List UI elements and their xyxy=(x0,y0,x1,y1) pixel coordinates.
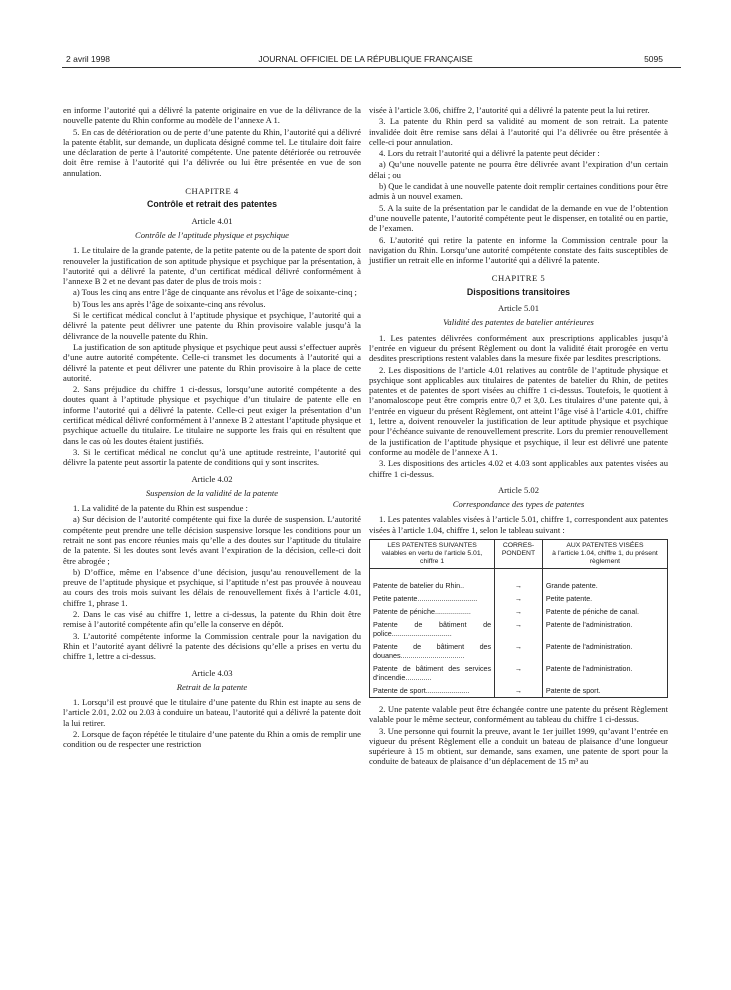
paragraph: 5. En cas de détérioration ou de perte d’une patente du Rhin, l’autorité qui a délivré la patente établit, sur demande, un duplicata désigné comme tel. Le titulaire doit faire une déclaration de perte à l’autorité compétente. Une patente détériorée ou retrouvée doit être remise à l’autorité qui l’a délivrée ou lui être présentée en vue de son annulation. xyxy=(63,126,361,178)
header-text: LES PATENTES SUIVANTES xyxy=(387,541,477,549)
cell-source-patent: Patente de sport...................... xyxy=(370,684,495,698)
chapter-title: Dispositions transitoires xyxy=(466,286,571,297)
paragraph: 3. Une personne qui fournit la preuve, avant le 1er juillet 1999, qu’avant l’entrée en vigueur du présent Règlement elle a conduit un bateau de plaisance d’une longueur supérieure à 15 m obtient, sur demande, sans examen, une patente de sport pour la conduite de bateaux de plaisance d’un déplacement de 15 m³ au xyxy=(369,725,668,767)
paragraph: b) Que le candidat à une nouvelle patente doit remplir certaines conditions pour être admis à un nouvel examen. xyxy=(369,181,668,202)
paragraph: b) Tous les ans après l’âge de soixante-cinq ans révolus. xyxy=(73,298,266,309)
article-title: Retrait de la patente xyxy=(176,681,248,692)
header-page-number: 5095 xyxy=(644,54,663,64)
right-column xyxy=(369,105,668,768)
cell-target-patent: Patente de péniche de canal. xyxy=(542,605,667,618)
cell-target-patent: Patente de l’administration. xyxy=(542,640,667,662)
column-header-correspond: CORRES-PONDENT xyxy=(495,539,543,568)
paragraph: 1. La validité de la patente du Rhin est suspendue : xyxy=(73,503,248,514)
cell-arrow: → xyxy=(495,568,543,592)
table-row xyxy=(370,640,668,662)
article-title: Validité des patentes de batelier antérieures xyxy=(443,317,594,328)
article-title: Correspondance des types de patentes xyxy=(452,499,585,510)
header-date: 2 avril 1998 xyxy=(66,54,110,64)
table-row xyxy=(370,662,668,684)
cell-source-patent: Patente de batelier du Rhin.. xyxy=(370,568,495,592)
paragraph: Si le certificat médical conclut à l’aptitude physique et psychique, l’autorité qui a délivré la patente peut délivrer une patente du Rhin provisoire valable jusqu’à la délivrance de la nouvelle patente du Rhin. xyxy=(63,310,361,341)
cell-arrow: → xyxy=(495,662,543,684)
paragraph: 2. Une patente valable peut être échangée contre une patente du présent Règlement valable pour le même secteur, conformément au tableau du chiffre 1 ci-dessus. xyxy=(369,703,668,725)
paragraph: a) Sur décision de l’autorité compétente qui fixe la durée de suspension. L’autorité compétente peut prendre une telle décision suspensive lorsque les conditions pour un retrait ne sont pas encore réunies mais qu’elle a des doutes sur l’aptitude du titulaire de la patente. Si les doutes sont levés avant l’expiration de la décision, celle-ci doit être abrogée ; xyxy=(63,514,361,566)
cell-source-patent: Patente de péniche.................. xyxy=(370,605,495,618)
paragraph: a) Qu’une nouvelle patente ne pourra être délivrée avant l’expiration d’un certain délai ; ou xyxy=(369,159,668,180)
paragraph: a) Tous les cinq ans entre l’âge de cinquante ans révolus et l’âge de soixante-cinq ; xyxy=(73,287,357,298)
paragraph: 1. Les patentes valables visées à l’article 5.01, chiffre 1, correspondent aux patentes visées à l’article 1.04, chiffre 1, selon le tableau suivant : xyxy=(369,514,668,535)
cell-target-patent: Patente de l’administration. xyxy=(542,618,667,640)
paragraph: 1. Les patentes délivrées conformément aux prescriptions applicables jusqu’à l’entrée en vigueur du présent Règlement ou dont la validité était prorogée en vertu desdites prescriptions restent valables dans la mesure fixée par lesdites prescriptions. xyxy=(369,332,668,364)
cell-source-patent: Petite patente.............................. xyxy=(370,592,495,605)
paragraph: 2. Les dispositions de l’article 4.01 relatives au contrôle de l’aptitude physique et psychique sont applicables aux titulaires de patentes de batelier du Rhin, de petites patentes et de patentes de sport visées au chiffre 1 ci-dessus. Toutefois, le quotient à l’anomaloscope peut être compris entre 0,7 et 3,0. Les titulaires d’une patente qui, à l’entrée en vigueur du présent Règlement, ont atteint l’âge visé à l’article 4.01, chiffre 1, lettre a, doivent renouveler la justification de leur aptitude physique et psychique pour l’échéance suivante de renouvellement prescrite. Lors du premier renouvellement de la justification de l’aptitude physique et psychique, il leur est délivré une patente conforme au modèle de l’annexe A 1. xyxy=(369,364,668,457)
column-header-target xyxy=(542,539,667,568)
article-heading: Article 4.02 xyxy=(191,473,233,484)
cell-target-patent: Petite patente. xyxy=(542,592,667,605)
cell-arrow: → xyxy=(495,605,543,618)
paragraph: 1. Lorsqu’il est prouvé que le titulaire d’une patente du Rhin est inapte au sens de l’article 2.01, 2.02 ou 2.03 à conduire un bateau, l’autorité qui a délivré la patente doit la lui retirer. xyxy=(63,697,361,728)
paragraph: 3. La patente du Rhin perd sa validité au moment de son retrait. La patente invalidée doit être remise sans délai à l’autorité qui l’a délivrée ou être présentée à celle-ci pour annulation. xyxy=(369,116,668,147)
paragraph: 2. Dans le cas visé au chiffre 1, lettre a ci-dessus, la patente du Rhin doit être remise à l’autorité compétente afin qu’elle la conserve en dépôt. xyxy=(63,609,361,630)
correspondence-table xyxy=(369,539,668,698)
paragraph: 3. L’autorité compétente informe la Commission centrale pour la navigation du Rhin et l’autorité ayant délivré la patente des décisions qu’elle a prises en vertu du chiffre 1, lettre a ci-dessus. xyxy=(63,630,361,662)
paragraph: 6. L’autorité qui retire la patente en informe la Commission centrale pour la navigation du Rhin. Lorsqu’une autorité compétente constate des faits susceptibles de justifier un retrait elle en informe l’autorité qui a délivré la patente. xyxy=(369,234,668,266)
article-title: Contrôle de l’aptitude physique et psychique xyxy=(135,229,289,240)
table-body xyxy=(370,568,668,697)
table-row xyxy=(370,592,668,605)
left-column xyxy=(63,105,361,751)
cell-target-patent: Patente de sport. xyxy=(542,684,667,698)
cell-target-patent: Patente de l’administration. xyxy=(542,662,667,684)
paragraph: visée à l’article 3.06, chiffre 2, l’autorité qui a délivré la patente peut la lui retirer. xyxy=(369,105,650,115)
cell-arrow: → xyxy=(495,592,543,605)
cell-arrow: → xyxy=(495,640,543,662)
header-journal-title: JOURNAL OFFICIEL DE LA RÉPUBLIQUE FRANÇAISE xyxy=(258,54,473,64)
header-subtext: à l’article 1.04, chiffre 1, du présent règlement xyxy=(552,549,658,565)
table-row xyxy=(370,684,668,698)
paragraph: 2. Sans préjudice du chiffre 1 ci-dessus, lorsqu’une autorité compétente a des doutes quant à l’aptitude physique et psychique d’un titulaire de patente elle en informe l’autorité qui a délivré la patente. Celle-ci peut exiger la présentation d’un certificat médical délivré conformément à l’annexe B 2 attestant l’aptitude physique et psychique actuelle du titulaire. Le titulaire ne supporte les frais qui en résultent que dans le cas où les doutes étaient justifiés. xyxy=(63,384,361,446)
paragraph: 3. Si le certificat médical ne conclut qu’à une aptitude restreinte, l’autorité qui délivre la patente peut assortir la patente de conditions qui y sont inscrites. xyxy=(63,446,361,468)
cell-source-patent: Patente de bâtiment des services d’incendie............. xyxy=(370,662,495,684)
chapter-heading: CHAPITRE 5 xyxy=(491,273,546,284)
header-text: AUX PATENTES VISÉES xyxy=(566,541,644,549)
chapter-heading: CHAPITRE 4 xyxy=(185,186,239,197)
table-row xyxy=(370,618,668,640)
article-heading: Article 5.02 xyxy=(497,484,540,495)
table-row xyxy=(370,605,668,618)
paragraph: La justification de son aptitude physique et psychique peut aussi s’effectuer auprès d’une autre autorité compétente. Celle-ci transmet les documents à l’autorité qui a délivré la patente et peut délivrer une patente du Rhin provisoire à la place de cette autorité. xyxy=(63,341,361,383)
cell-arrow: → xyxy=(495,618,543,640)
paragraph: 3. Les dispositions des articles 4.02 et 4.03 sont applicables aux patentes visées au chiffre 1 ci-dessus. xyxy=(369,458,668,479)
cell-source-patent: Patente de bâtiment des douanes................................ xyxy=(370,640,495,662)
header-subtext: valables en vertu de l’article 5.01, chiffre 1 xyxy=(381,549,483,565)
article-heading: Article 4.03 xyxy=(191,667,233,678)
paragraph: 1. Le titulaire de la grande patente, de la petite patente ou de la patente de sport doit renouveler la justification de son aptitude physique et psychique par la présentation, à l’autorité qui a délivré la patente, d’un certificat médical délivré conformément à l’annexe B 2 et ne devant pas dater de plus de trois mois : xyxy=(63,245,362,287)
paragraph: b) D’office, même en l’absence d’une décision, jusqu’au renouvellement de la preuve de l’aptitude physique et psychique, si l’aptitude n’est pas prouvée à nouveau au cours des trois mois suivant les délais de renouvellement fixés à l’article 4.01, chiffre 1, phrase 1. xyxy=(63,566,361,608)
article-title: Suspension de la validité de la patente xyxy=(145,487,279,498)
paragraph: 4. Lors du retrait l’autorité qui a délivré la patente peut décider : xyxy=(379,148,600,159)
paragraph: en informe l’autorité qui a délivré la patente originaire en vue de la délivrance de la nouvelle patente du Rhin conforme au modèle de l’annexe A 1. xyxy=(63,105,361,126)
paragraph: 5. A la suite de la présentation par le candidat de la demande en vue de l’obtention d’une nouvelle patente, l’autorité compétente peut le dispenser, en totalité ou en partie, de l’examen. xyxy=(369,202,668,234)
cell-arrow: → xyxy=(495,684,543,698)
chapter-title: Contrôle et retrait des patentes xyxy=(146,199,278,210)
cell-target-patent: Grande patente. xyxy=(542,568,667,592)
column-header-source xyxy=(370,539,495,568)
table-row xyxy=(370,568,668,592)
table-header-row xyxy=(370,539,668,568)
paragraph: 2. Lorsque de façon répétée le titulaire d’une patente du Rhin a omis de remplir une condition ou de respecter une restriction xyxy=(63,729,361,750)
header-rule xyxy=(62,67,681,68)
article-heading: Article 4.01 xyxy=(191,215,233,226)
article-heading: Article 5.01 xyxy=(497,303,540,314)
cell-source-patent: Patente de bâtiment de police.............................. xyxy=(370,618,495,640)
